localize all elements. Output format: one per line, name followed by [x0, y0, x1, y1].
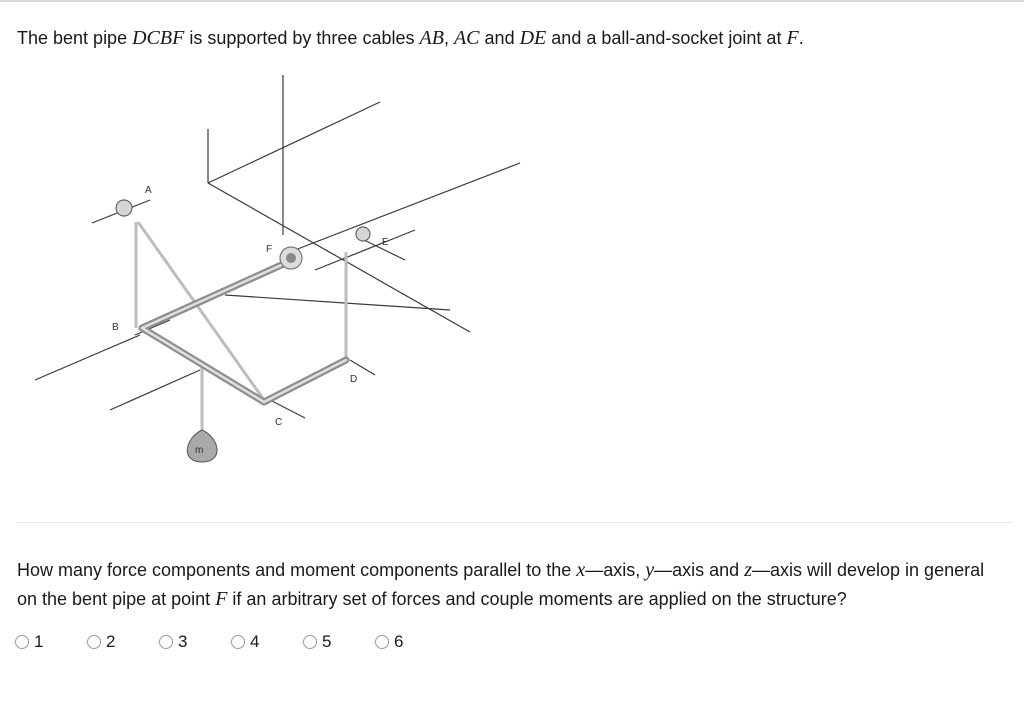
option-5[interactable]: [303, 630, 375, 654]
option-label: 1: [34, 632, 44, 651]
label-c: C: [275, 417, 283, 428]
option-label: 6: [394, 632, 404, 651]
radio-button[interactable]: [375, 635, 389, 649]
top-rule: [0, 0, 1024, 2]
radio-button[interactable]: [15, 635, 29, 649]
label-a: A: [145, 185, 152, 196]
radio-button[interactable]: [159, 635, 173, 649]
label-m: m: [195, 445, 204, 456]
option-3[interactable]: [159, 630, 231, 654]
cables: [136, 222, 346, 430]
support-e: [356, 227, 370, 241]
question-text: How many force components and moment components parallel to the x—axis, y—axis and z—axis will develop in general on the bent pipe at point F if an arbitrary set of forces and couple moments are applied on the structure?: [17, 559, 985, 610]
option-1[interactable]: [15, 630, 87, 654]
option-4[interactable]: [231, 630, 303, 654]
problem-statement: The bent pipe DCBF is supported by three cables AB, AC and DE and a ball-and-socket joint at F.: [17, 27, 804, 49]
radio-button[interactable]: [87, 635, 101, 649]
answer-options: [15, 630, 447, 654]
option-2[interactable]: [87, 630, 159, 654]
divider: [17, 522, 1012, 523]
option-label: 2: [106, 632, 116, 651]
option-label: 3: [178, 632, 188, 651]
option-label: 5: [322, 632, 332, 651]
label-b: B: [112, 322, 119, 333]
option-6[interactable]: [375, 630, 447, 654]
label-e: E: [382, 237, 389, 248]
label-d: D: [350, 374, 358, 385]
support-a: [116, 200, 132, 216]
label-f: F: [266, 244, 273, 255]
support-frame: [35, 75, 520, 418]
option-label: 4: [250, 632, 260, 651]
bent-pipe-figure: [30, 70, 530, 470]
radio-button[interactable]: [303, 635, 317, 649]
radio-button[interactable]: [231, 635, 245, 649]
